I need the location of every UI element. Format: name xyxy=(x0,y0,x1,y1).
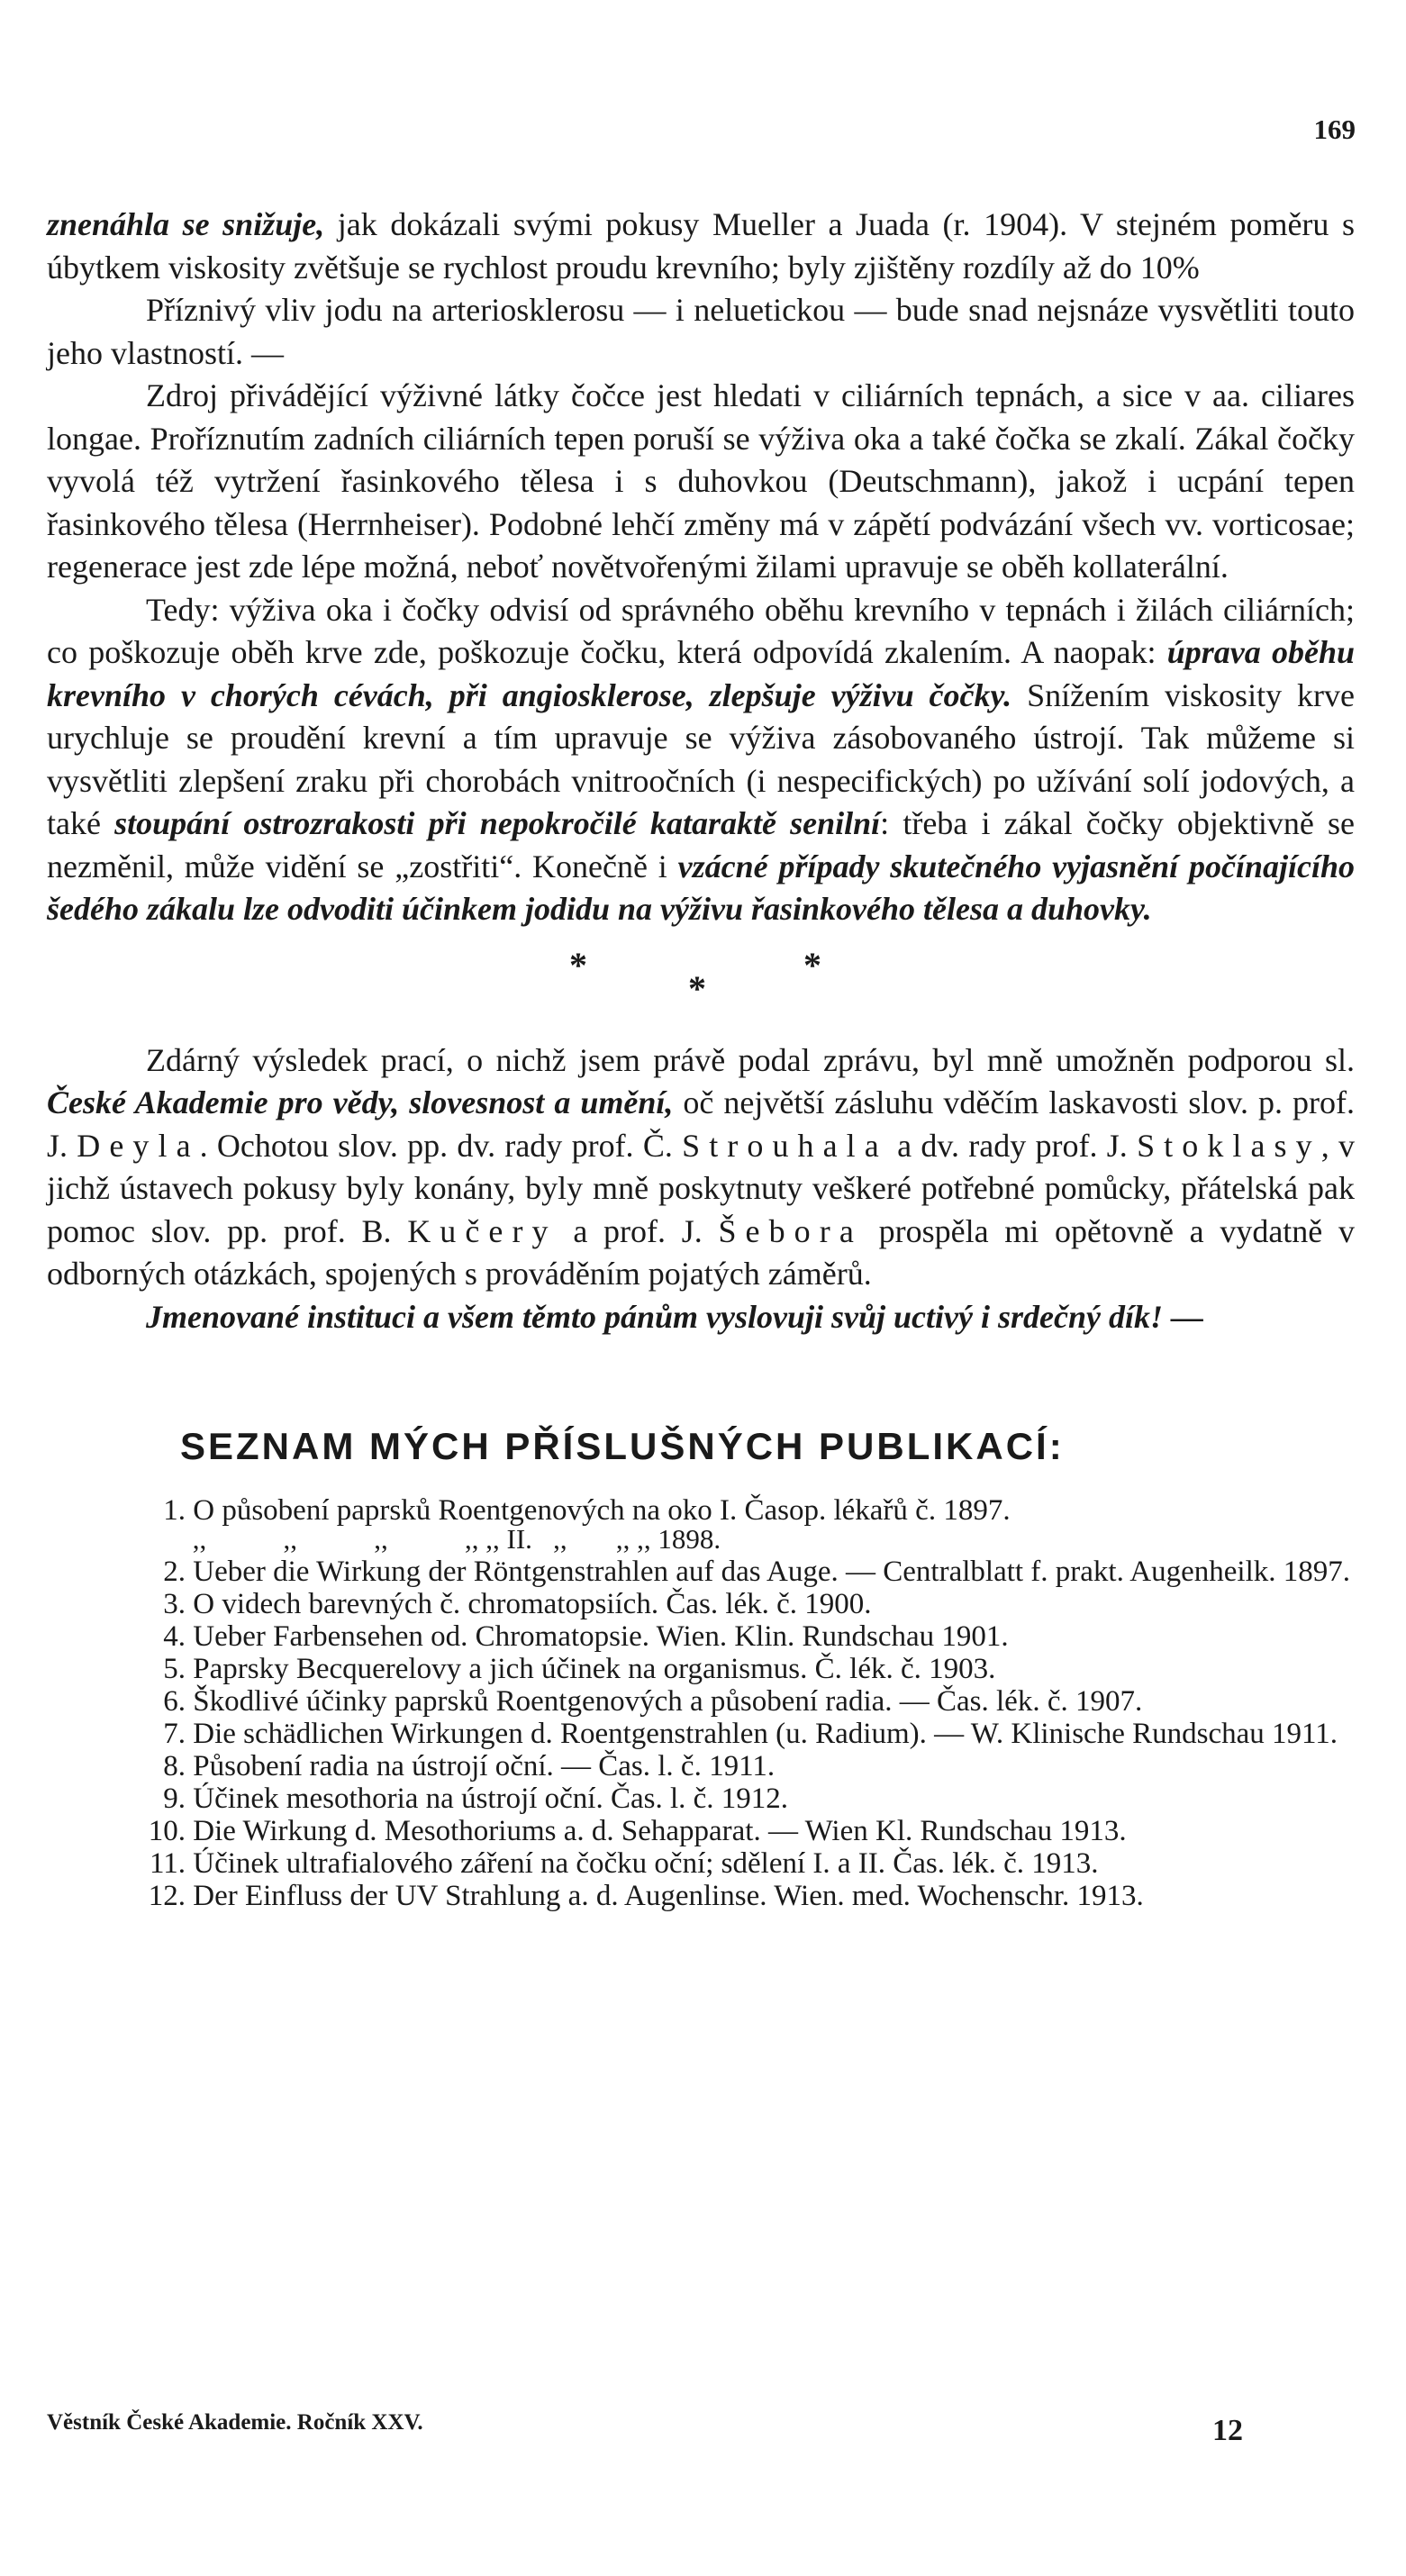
item-number: 3. xyxy=(163,1587,186,1620)
spaced-name: Kučery xyxy=(407,1212,558,1249)
paragraph-1 xyxy=(47,204,1355,289)
list-item xyxy=(47,1654,1355,1684)
item-text: O videch barevných č. chromatopsiích. Čas. lék. č. 1900. xyxy=(193,1587,872,1620)
item-text: Ueber Farbensehen od. Chromatopsie. Wien. Klin. Rundschau 1901. xyxy=(193,1619,1009,1653)
paragraph-text: Tedy: výživa oka i čočky odvisí od správného oběhu krevního v tepnách i žilách ciliárních; co poškozuje oběh krve zde, poškozuje čočku, která odpovídá zkalením. A naopak: xyxy=(47,591,1355,670)
paragraph-text: . Ochotou slov. pp. dv. rady prof. Č. xyxy=(199,1127,683,1164)
list-item xyxy=(47,1719,1355,1749)
italic-phrase: znenáhla se snižuje, xyxy=(47,206,325,242)
item-text: Působení radia na ústrojí oční. — Čas. l. č. 1911. xyxy=(193,1749,776,1782)
item-text: Der Einfluss der UV Strahlung a. d. Augenlinse. Wien. med. Wochenschr. 1913. xyxy=(193,1879,1144,1912)
italic-phrase: vzácné případy skutečného vyjasnění počínajícího šedého zákalu lze odvoditi účinkem jodidu na výživu řasinkového tělesa a duhovky. xyxy=(47,848,1355,927)
list-item xyxy=(47,1495,1355,1526)
paragraph-2: Příznivý vliv jodu na arteriosklerosu — i neluetickou — bude snad nejsnáze vysvětliti touto jeho vlastností. — xyxy=(47,292,1355,371)
paragraph-text: oč největší zásluhu vděčím laskavosti slov. p. prof. J. xyxy=(47,1084,1355,1164)
paragraph-text: jak dokázali svými pokusy Mueller a Juada (r. 1904). V stejném poměru s úbytkem viskosity zvětšuje se rychlost proudu krevního; byly zjištěny rozdíly až do 10% xyxy=(47,206,1355,286)
list-item xyxy=(47,1751,1355,1782)
item-number: 8. xyxy=(163,1749,186,1782)
item-number: 11. xyxy=(149,1846,186,1880)
item-number: 2. xyxy=(163,1555,186,1588)
paragraph-4 xyxy=(47,589,1355,931)
item-number: 7. xyxy=(163,1717,186,1750)
item-number: 5. xyxy=(163,1652,186,1685)
paragraph-text: a prof. J. xyxy=(557,1212,719,1249)
paragraph-text: : třeba i zákal čočky objektivně se nezměnil, může vidění se „zostřiti“. Konečně i xyxy=(47,805,1356,884)
spaced-name: Deyla xyxy=(77,1127,200,1164)
paragraph-acknowledgement xyxy=(47,1039,1355,1296)
item-text: Účinek ultrafialového záření na čočku oční; sdělení I. a II. Čas. lék. č. 1913. xyxy=(193,1846,1099,1880)
star: * xyxy=(688,967,706,1009)
spaced-name: Strouhala xyxy=(682,1127,888,1164)
paragraph-text: Zdárný výsledek prací, o nichž jsem právě podal zprávu, byl mně umožněn podporou sl. xyxy=(146,1041,1355,1078)
paragraph-text: a dv. rady prof. J. xyxy=(887,1127,1138,1164)
spaced-name: Šebora xyxy=(718,1212,863,1249)
item-text: Škodlivé účinky paprsků Roentgenových a působení radia. — Čas. lék. č. 1907. xyxy=(193,1684,1143,1718)
item-number: 4. xyxy=(163,1619,186,1653)
item-text: Paprsky Becquerelovy a jich účinek na organismus. Č. lék. č. 1903. xyxy=(193,1652,996,1685)
item-text: O působení paprsků Roentgenových na oko I. Časop. lékařů č. 1897. xyxy=(193,1493,1011,1527)
footer-signature: 12 xyxy=(1212,2414,1243,2447)
publication-list xyxy=(47,1495,1355,1911)
list-item xyxy=(47,1556,1355,1587)
list-item xyxy=(47,1589,1355,1619)
paragraph-thanks: Jmenované instituci a všem těmto pánům vyslovuji svůj uctivý i srdečný dík! — xyxy=(146,1298,1203,1335)
item-number: 1. xyxy=(163,1493,186,1527)
italic-phrase: České Akademie pro vědy, slovesnost a umění, xyxy=(47,1084,674,1120)
italic-phrase: úprava oběhu krevního v chorých cévách, při angiosklerose, zlepšuje výživu čočky. xyxy=(47,634,1355,713)
list-item xyxy=(47,1783,1355,1814)
item-text: Účinek mesothoria na ústrojí oční. Čas. l. č. 1912. xyxy=(193,1782,789,1815)
item-text: Die schädlichen Wirkungen d. Roentgenstrahlen (u. Radium). — W. Klinische Rundschau 1911. xyxy=(193,1717,1338,1750)
ditto-line xyxy=(47,1522,1355,1555)
list-item xyxy=(47,1848,1355,1879)
paragraph-text: , v jichž ústavech pokusy byly konány, byly mně poskytnuty veškeré potřebné pomůcky, přátelská pak pomoc slov. pp. prof. B. xyxy=(47,1127,1356,1249)
star: * xyxy=(569,944,587,985)
list-item xyxy=(47,1686,1355,1717)
item-text: Die Wirkung d. Mesothoriums a. d. Sehapparat. — Wien Kl. Rundschau 1913. xyxy=(193,1814,1127,1847)
paragraph-text: Snížením viskosity krve urychluje se proudění krevní a tím upravuje se výživa zásobovaného ústrojí. Tak můžeme si vysvětliti zlepšení zraku při chorobách vnitroočních (i nespecifických) po užívání solí jodových, a také xyxy=(47,676,1355,841)
list-item xyxy=(47,1816,1355,1846)
publications-heading: SEZNAM MÝCH PŘÍSLUŠNÝCH PUBLIKACÍ: xyxy=(180,1425,1065,1467)
paragraph-3: Zdroj přivádějící výživné látky čočce jest hledati v ciliárních tepnách, a sice v aa. ciliares longae. Proříznutím zadních ciliárních tepen poruší se výživa oka a také čočka se zkalí. Zákal čočky vyvolá též vytržení řasinkového tělesa i s duhovkou (Deutschmann), jakož i ucpání tepen řasinkového tělesa (Herrnheiser). Podobné lehčí změny má v zápětí podvázání všech vv. vorticosae; regenerace jest zde lépe možná, neboť novětvořenými žilami upravuje se oběh kollaterální. xyxy=(47,377,1355,585)
star: * xyxy=(803,944,821,985)
paragraph-text: prospěla mi opětovně a vydatně v odborných otázkách, spojených s prováděním pojatých záměrů. xyxy=(47,1212,1355,1292)
item-number: 12. xyxy=(148,1879,186,1912)
item-number: 6. xyxy=(163,1684,186,1718)
item-number: 10. xyxy=(148,1814,186,1847)
spaced-name: Stoklasy xyxy=(1137,1127,1321,1164)
item-number: 9. xyxy=(163,1782,186,1815)
footer-journal: Věstník České Akademie. Ročník XXV. xyxy=(47,2410,423,2435)
section-divider-stars xyxy=(47,931,1355,1014)
list-item xyxy=(47,1621,1355,1652)
item-text: ,, ,, ,, ,, ,, II. ,, ,, ,, 1898. xyxy=(192,1522,721,1555)
list-item xyxy=(47,1881,1355,1911)
spacer xyxy=(47,1014,1355,1039)
page-number: 169 xyxy=(1313,113,1356,145)
item-text: Ueber die Wirkung der Röntgenstrahlen auf das Auge. — Centralblatt f. prakt. Augenheilk. 1897. xyxy=(193,1555,1350,1588)
body-text xyxy=(47,204,1355,1913)
italic-phrase: stoupání ostrozrakosti při nepokročilé kataraktě senilní xyxy=(114,805,881,841)
